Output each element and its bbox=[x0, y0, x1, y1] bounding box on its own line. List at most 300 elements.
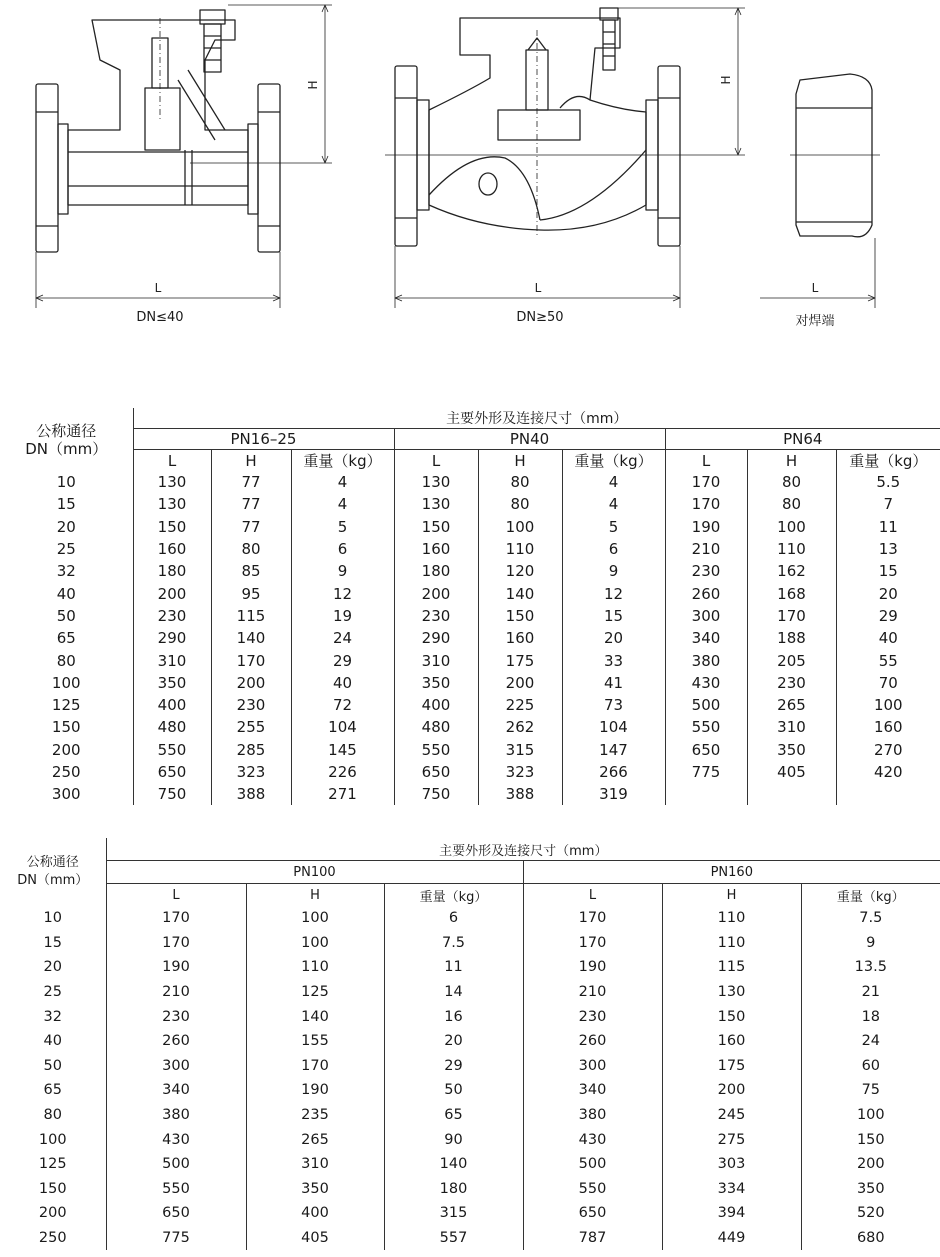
row-header-line1: 公称通径 bbox=[26, 855, 79, 870]
table-row bbox=[0, 1078, 940, 1103]
value-cell: 190 bbox=[246, 1078, 384, 1103]
value-cell: 310 bbox=[133, 649, 211, 671]
value-cell: 380 bbox=[523, 1103, 662, 1128]
value-cell: 130 bbox=[394, 493, 478, 515]
value-cell: 394 bbox=[662, 1201, 801, 1226]
value-cell: 405 bbox=[747, 761, 836, 783]
middle-bolt bbox=[600, 8, 618, 70]
value-cell: 480 bbox=[394, 716, 478, 738]
value-cell: 180 bbox=[384, 1177, 523, 1202]
value-cell: 130 bbox=[662, 980, 801, 1005]
value-cell: 230 bbox=[523, 1004, 662, 1029]
table-row bbox=[0, 560, 940, 582]
value-cell: 100 bbox=[246, 906, 384, 931]
value-cell: 130 bbox=[133, 493, 211, 515]
value-cell: 260 bbox=[106, 1029, 246, 1054]
value-cell: 350 bbox=[133, 672, 211, 694]
value-cell: 245 bbox=[662, 1103, 801, 1128]
value-cell: 5 bbox=[562, 516, 665, 538]
row-header bbox=[0, 838, 106, 906]
col-header: H bbox=[246, 884, 384, 907]
value-cell: 310 bbox=[246, 1152, 384, 1177]
value-cell: 290 bbox=[133, 627, 211, 649]
value-cell: 75 bbox=[801, 1078, 940, 1103]
col-header: L bbox=[523, 884, 662, 907]
value-cell: 420 bbox=[836, 761, 940, 783]
value-cell: 18 bbox=[801, 1004, 940, 1029]
col-header: H bbox=[478, 450, 562, 472]
value-cell: 9 bbox=[562, 560, 665, 582]
value-cell: 19 bbox=[291, 605, 394, 627]
value-cell: 100 bbox=[747, 516, 836, 538]
value-cell: 4 bbox=[291, 471, 394, 493]
row-header-line2: DN（mm） bbox=[17, 873, 89, 888]
value-cell: 170 bbox=[665, 471, 747, 493]
value-cell: 140 bbox=[211, 627, 291, 649]
value-cell: 180 bbox=[133, 560, 211, 582]
value-cell: 260 bbox=[665, 582, 747, 604]
value-cell: 557 bbox=[384, 1226, 523, 1251]
table-row bbox=[0, 1177, 940, 1202]
dn-cell: 65 bbox=[56, 629, 76, 648]
value-cell: 340 bbox=[106, 1078, 246, 1103]
table-row bbox=[0, 516, 940, 538]
table-body bbox=[0, 471, 940, 805]
table-row bbox=[0, 627, 940, 649]
dimension-table-pn100-160 bbox=[0, 838, 940, 1250]
value-cell: 13 bbox=[836, 538, 940, 560]
value-cell: 77 bbox=[211, 493, 291, 515]
value-cell: 303 bbox=[662, 1152, 801, 1177]
value-cell: 100 bbox=[478, 516, 562, 538]
value-cell: 95 bbox=[211, 582, 291, 604]
value-cell: 650 bbox=[133, 761, 211, 783]
value-cell: 170 bbox=[246, 1054, 384, 1079]
left-l-label: L bbox=[154, 281, 162, 295]
table-row bbox=[0, 649, 940, 671]
table-row bbox=[0, 1004, 940, 1029]
value-cell: 500 bbox=[106, 1152, 246, 1177]
value-cell: 80 bbox=[478, 471, 562, 493]
dn-cell: 200 bbox=[51, 740, 81, 759]
value-cell: 9 bbox=[291, 560, 394, 582]
table-title: 主要外形及连接尺寸（mm） bbox=[106, 838, 940, 861]
value-cell: 200 bbox=[133, 582, 211, 604]
valve-drawings bbox=[0, 0, 940, 340]
value-cell: 160 bbox=[133, 538, 211, 560]
dn-cell: 50 bbox=[56, 606, 76, 625]
value-cell: 80 bbox=[478, 493, 562, 515]
left-flange-right bbox=[248, 84, 280, 252]
value-cell: 200 bbox=[662, 1078, 801, 1103]
dn-cell: 40 bbox=[43, 1033, 62, 1050]
dn-cell: 150 bbox=[38, 1180, 67, 1197]
value-cell: 210 bbox=[523, 980, 662, 1005]
col-header: L bbox=[133, 450, 211, 472]
value-cell: 120 bbox=[478, 560, 562, 582]
value-cell: 170 bbox=[523, 931, 662, 956]
value-cell: 170 bbox=[106, 931, 246, 956]
col-header: 重量（kg） bbox=[562, 450, 665, 472]
value-cell: 9 bbox=[801, 931, 940, 956]
value-cell: 340 bbox=[665, 627, 747, 649]
value-cell: 650 bbox=[106, 1201, 246, 1226]
value-cell: 168 bbox=[747, 582, 836, 604]
table-row bbox=[0, 672, 940, 694]
table-row bbox=[0, 980, 940, 1005]
value-cell: 430 bbox=[665, 672, 747, 694]
value-cell: 72 bbox=[291, 694, 394, 716]
value-cell: 200 bbox=[801, 1152, 940, 1177]
value-cell: 80 bbox=[747, 493, 836, 515]
value-cell: 140 bbox=[478, 582, 562, 604]
value-cell: 271 bbox=[291, 783, 394, 805]
dn-cell: 15 bbox=[56, 495, 76, 514]
dn-cell: 80 bbox=[43, 1107, 62, 1124]
table-row bbox=[0, 1127, 940, 1152]
value-cell: 275 bbox=[662, 1127, 801, 1152]
value-cell: 430 bbox=[523, 1127, 662, 1152]
value-cell: 145 bbox=[291, 739, 394, 761]
col-header: H bbox=[747, 450, 836, 472]
value-cell: 265 bbox=[747, 694, 836, 716]
middle-l-label: L bbox=[534, 281, 542, 295]
value-cell: 775 bbox=[665, 761, 747, 783]
drawing-dn-ge-50 bbox=[385, 8, 745, 308]
value-cell: 110 bbox=[662, 931, 801, 956]
value-cell: 7 bbox=[836, 493, 940, 515]
value-cell: 104 bbox=[562, 716, 665, 738]
value-cell: 210 bbox=[106, 980, 246, 1005]
value-cell: 162 bbox=[747, 560, 836, 582]
value-cell: 150 bbox=[133, 516, 211, 538]
value-cell: 24 bbox=[801, 1029, 940, 1054]
value-cell: 650 bbox=[665, 739, 747, 761]
dn-cell: 25 bbox=[43, 984, 62, 1001]
value-cell: 750 bbox=[394, 783, 478, 805]
value-cell: 350 bbox=[246, 1177, 384, 1202]
value-cell: 430 bbox=[106, 1127, 246, 1152]
dn-cell: 32 bbox=[43, 1008, 62, 1025]
row-header-line1: 公称通径 bbox=[36, 421, 97, 440]
col-header: H bbox=[662, 884, 801, 907]
value-cell: 77 bbox=[211, 516, 291, 538]
middle-h-label: H bbox=[719, 75, 733, 85]
value-cell: 350 bbox=[801, 1177, 940, 1202]
value-cell: 300 bbox=[106, 1054, 246, 1079]
value-cell: 6 bbox=[291, 538, 394, 560]
value-cell: 750 bbox=[133, 783, 211, 805]
value-cell: 16 bbox=[384, 1004, 523, 1029]
middle-flange-left bbox=[395, 66, 429, 246]
table-row bbox=[0, 694, 940, 716]
dn-cell: 125 bbox=[51, 696, 81, 715]
group-header: PN40 bbox=[394, 429, 665, 450]
drawing-dn-le-40 bbox=[36, 5, 332, 308]
value-cell: 73 bbox=[562, 694, 665, 716]
value-cell: 70 bbox=[836, 672, 940, 694]
value-cell: 50 bbox=[384, 1078, 523, 1103]
value-cell: 100 bbox=[836, 694, 940, 716]
table-row bbox=[0, 1201, 940, 1226]
value-cell bbox=[747, 783, 836, 805]
value-cell: 315 bbox=[478, 739, 562, 761]
value-cell: 170 bbox=[747, 605, 836, 627]
value-cell: 125 bbox=[246, 980, 384, 1005]
col-header: L bbox=[665, 450, 747, 472]
left-flange-left bbox=[36, 84, 68, 252]
value-cell: 235 bbox=[246, 1103, 384, 1128]
value-cell: 226 bbox=[291, 761, 394, 783]
value-cell: 188 bbox=[747, 627, 836, 649]
value-cell: 147 bbox=[562, 739, 665, 761]
value-cell: 388 bbox=[211, 783, 291, 805]
value-cell: 15 bbox=[562, 605, 665, 627]
group-header: PN160 bbox=[523, 861, 940, 884]
value-cell: 15 bbox=[836, 560, 940, 582]
value-cell: 190 bbox=[106, 955, 246, 980]
col-header: 重量（kg） bbox=[384, 884, 523, 907]
value-cell: 500 bbox=[665, 694, 747, 716]
table-row bbox=[0, 906, 940, 931]
value-cell: 230 bbox=[394, 605, 478, 627]
value-cell: 40 bbox=[836, 627, 940, 649]
value-cell: 20 bbox=[384, 1029, 523, 1054]
value-cell: 14 bbox=[384, 980, 523, 1005]
group-header: PN64 bbox=[665, 429, 940, 450]
value-cell: 265 bbox=[246, 1127, 384, 1152]
value-cell: 6 bbox=[562, 538, 665, 560]
value-cell: 100 bbox=[801, 1103, 940, 1128]
caption-dn-le-40: DN≤40 bbox=[136, 310, 184, 325]
value-cell: 80 bbox=[211, 538, 291, 560]
value-cell: 155 bbox=[246, 1029, 384, 1054]
value-cell: 205 bbox=[747, 649, 836, 671]
value-cell bbox=[836, 783, 940, 805]
value-cell: 24 bbox=[291, 627, 394, 649]
group-header: PN16–25 bbox=[133, 429, 394, 450]
value-cell: 4 bbox=[562, 493, 665, 515]
value-cell: 310 bbox=[394, 649, 478, 671]
left-bolt bbox=[200, 10, 225, 72]
value-cell: 150 bbox=[394, 516, 478, 538]
value-cell: 130 bbox=[133, 471, 211, 493]
value-cell: 787 bbox=[523, 1226, 662, 1251]
value-cell: 140 bbox=[384, 1152, 523, 1177]
right-l-label: L bbox=[811, 281, 819, 295]
table-row bbox=[0, 955, 940, 980]
middle-dim-l bbox=[395, 246, 680, 308]
caption-butt-weld: 对焊端 bbox=[795, 314, 835, 329]
row-header bbox=[0, 408, 133, 471]
dn-cell: 100 bbox=[51, 673, 81, 692]
value-cell: 90 bbox=[384, 1127, 523, 1152]
value-cell: 5 bbox=[291, 516, 394, 538]
value-cell: 650 bbox=[394, 761, 478, 783]
value-cell: 160 bbox=[394, 538, 478, 560]
dn-cell: 20 bbox=[56, 517, 76, 536]
value-cell: 323 bbox=[211, 761, 291, 783]
value-cell: 210 bbox=[665, 538, 747, 560]
table-row bbox=[0, 538, 940, 560]
left-dim-l bbox=[36, 252, 280, 308]
value-cell: 266 bbox=[562, 761, 665, 783]
col-header: 重量（kg） bbox=[801, 884, 940, 907]
value-cell: 104 bbox=[291, 716, 394, 738]
value-cell: 140 bbox=[246, 1004, 384, 1029]
value-cell: 480 bbox=[133, 716, 211, 738]
table-row bbox=[0, 1152, 940, 1177]
col-header: 重量（kg） bbox=[291, 450, 394, 472]
dn-cell: 65 bbox=[43, 1082, 62, 1099]
table-row bbox=[0, 716, 940, 738]
value-cell: 110 bbox=[747, 538, 836, 560]
value-cell: 315 bbox=[384, 1201, 523, 1226]
value-cell: 225 bbox=[478, 694, 562, 716]
value-cell: 550 bbox=[665, 716, 747, 738]
value-cell: 380 bbox=[665, 649, 747, 671]
value-cell: 400 bbox=[133, 694, 211, 716]
table-row bbox=[0, 471, 940, 493]
value-cell: 150 bbox=[801, 1127, 940, 1152]
value-cell: 290 bbox=[394, 627, 478, 649]
table-row bbox=[0, 493, 940, 515]
value-cell: 200 bbox=[478, 672, 562, 694]
value-cell: 270 bbox=[836, 739, 940, 761]
value-cell: 550 bbox=[106, 1177, 246, 1202]
table-row bbox=[0, 1029, 940, 1054]
value-cell: 400 bbox=[246, 1201, 384, 1226]
dn-cell: 250 bbox=[38, 1230, 67, 1247]
value-cell: 300 bbox=[523, 1054, 662, 1079]
table-row bbox=[0, 739, 940, 761]
dn-cell: 50 bbox=[43, 1057, 62, 1074]
value-cell: 500 bbox=[523, 1152, 662, 1177]
value-cell: 180 bbox=[394, 560, 478, 582]
value-cell: 230 bbox=[133, 605, 211, 627]
value-cell: 12 bbox=[562, 582, 665, 604]
value-cell: 33 bbox=[562, 649, 665, 671]
value-cell: 11 bbox=[836, 516, 940, 538]
value-cell: 60 bbox=[801, 1054, 940, 1079]
value-cell: 29 bbox=[836, 605, 940, 627]
value-cell: 175 bbox=[662, 1054, 801, 1079]
value-cell: 6 bbox=[384, 906, 523, 931]
row-header-line2: DN（mm） bbox=[25, 439, 108, 458]
value-cell: 388 bbox=[478, 783, 562, 805]
value-cell: 115 bbox=[662, 955, 801, 980]
value-cell: 230 bbox=[106, 1004, 246, 1029]
value-cell: 200 bbox=[211, 672, 291, 694]
value-cell: 150 bbox=[662, 1004, 801, 1029]
value-cell: 65 bbox=[384, 1103, 523, 1128]
value-cell bbox=[665, 783, 747, 805]
dn-cell: 150 bbox=[51, 718, 81, 737]
dn-cell: 20 bbox=[43, 959, 62, 976]
value-cell: 85 bbox=[211, 560, 291, 582]
value-cell: 350 bbox=[394, 672, 478, 694]
value-cell: 255 bbox=[211, 716, 291, 738]
value-cell: 115 bbox=[211, 605, 291, 627]
dn-cell: 300 bbox=[51, 785, 81, 804]
group-header: PN100 bbox=[106, 861, 523, 884]
table-body bbox=[0, 906, 940, 1250]
value-cell: 285 bbox=[211, 739, 291, 761]
table-row bbox=[0, 1103, 940, 1128]
table-title: 主要外形及连接尺寸（mm） bbox=[133, 408, 940, 429]
dn-cell: 10 bbox=[43, 910, 62, 927]
table-row bbox=[0, 605, 940, 627]
value-cell: 100 bbox=[246, 931, 384, 956]
value-cell: 230 bbox=[665, 560, 747, 582]
caption-dn-ge-50: DN≥50 bbox=[516, 310, 564, 325]
value-cell: 170 bbox=[523, 906, 662, 931]
value-cell: 160 bbox=[836, 716, 940, 738]
col-header: L bbox=[106, 884, 246, 907]
value-cell: 20 bbox=[836, 582, 940, 604]
value-cell: 4 bbox=[562, 471, 665, 493]
value-cell: 323 bbox=[478, 761, 562, 783]
value-cell: 11 bbox=[384, 955, 523, 980]
table-row bbox=[0, 783, 940, 805]
value-cell: 380 bbox=[106, 1103, 246, 1128]
value-cell: 110 bbox=[246, 955, 384, 980]
value-cell: 29 bbox=[291, 649, 394, 671]
col-header: L bbox=[394, 450, 478, 472]
value-cell: 110 bbox=[662, 906, 801, 931]
dn-cell: 250 bbox=[51, 763, 81, 781]
value-cell: 449 bbox=[662, 1226, 801, 1251]
value-cell: 262 bbox=[478, 716, 562, 738]
dn-cell: 200 bbox=[38, 1205, 67, 1222]
value-cell: 110 bbox=[478, 538, 562, 560]
value-cell: 520 bbox=[801, 1201, 940, 1226]
value-cell: 310 bbox=[747, 716, 836, 738]
value-cell: 550 bbox=[133, 739, 211, 761]
table-row bbox=[0, 761, 940, 783]
value-cell: 77 bbox=[211, 471, 291, 493]
value-cell: 300 bbox=[665, 605, 747, 627]
value-cell: 41 bbox=[562, 672, 665, 694]
value-cell: 5.5 bbox=[836, 471, 940, 493]
middle-body bbox=[429, 18, 646, 235]
value-cell: 170 bbox=[106, 906, 246, 931]
value-cell: 4 bbox=[291, 493, 394, 515]
value-cell: 150 bbox=[478, 605, 562, 627]
table-row bbox=[0, 1226, 940, 1251]
value-cell: 7.5 bbox=[384, 931, 523, 956]
value-cell: 775 bbox=[106, 1226, 246, 1251]
value-cell: 340 bbox=[523, 1078, 662, 1103]
dn-cell: 125 bbox=[38, 1156, 67, 1173]
drawing-butt-weld bbox=[760, 74, 880, 308]
value-cell: 319 bbox=[562, 783, 665, 805]
value-cell: 230 bbox=[747, 672, 836, 694]
value-cell: 350 bbox=[747, 739, 836, 761]
dn-cell: 15 bbox=[43, 934, 62, 951]
dn-cell: 80 bbox=[56, 651, 76, 670]
value-cell: 200 bbox=[394, 582, 478, 604]
table-row bbox=[0, 931, 940, 956]
value-cell: 7.5 bbox=[801, 906, 940, 931]
value-cell: 334 bbox=[662, 1177, 801, 1202]
left-h-label: H bbox=[306, 80, 320, 90]
value-cell: 550 bbox=[394, 739, 478, 761]
value-cell: 29 bbox=[384, 1054, 523, 1079]
value-cell: 170 bbox=[665, 493, 747, 515]
value-cell: 13.5 bbox=[801, 955, 940, 980]
middle-flange-right bbox=[646, 66, 680, 246]
